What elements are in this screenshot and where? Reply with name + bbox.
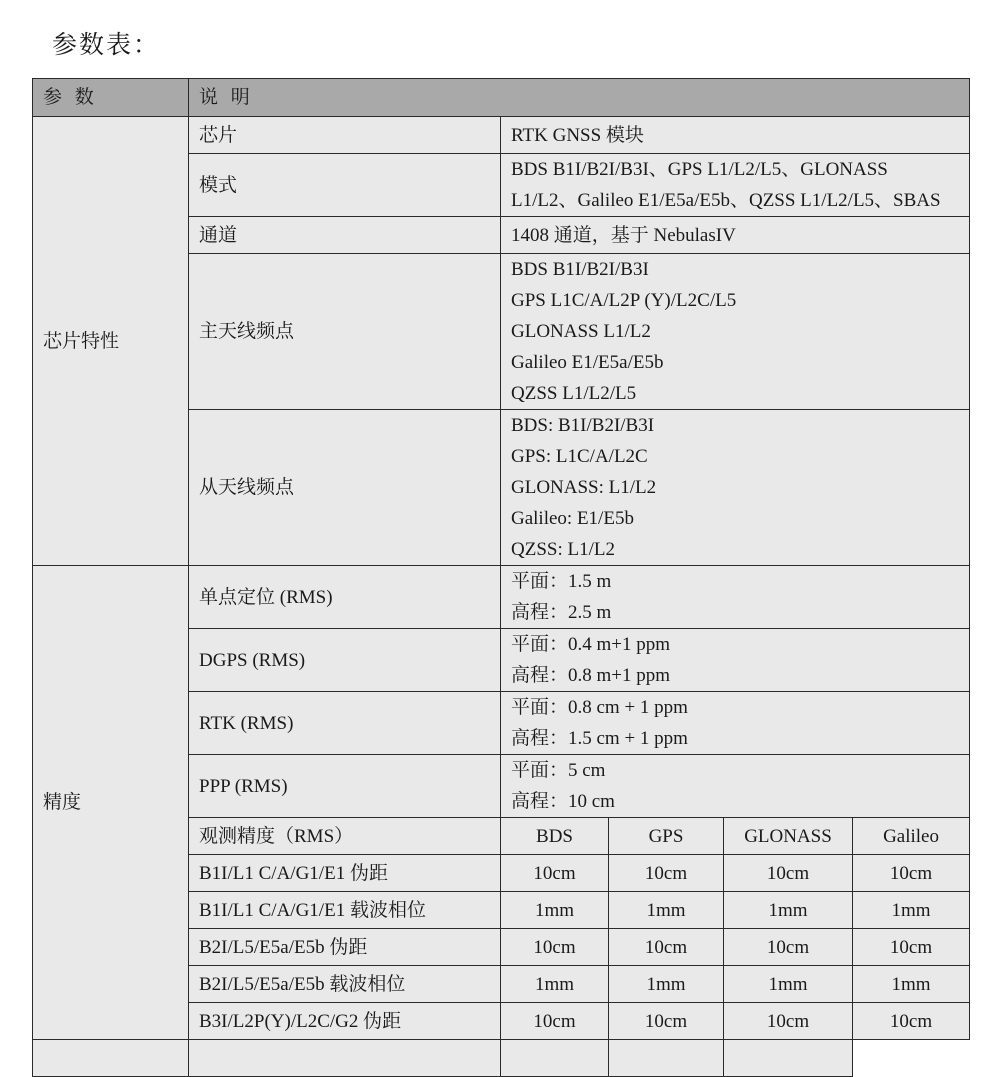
obs-cell: 10cm [609,929,724,966]
obs-cell: 10cm [501,929,609,966]
obs-row-label: B2I/L5/E5a/E5b 伪距 [189,929,501,966]
value-line: BDS B1I/B2I/B3I [511,259,649,280]
value-line: 高程：10 cm [511,791,615,812]
obs-cell: 1mm [609,892,724,929]
value-line: L1/L2、Galileo E1/E5a/E5b、QZSS L1/L2/L5、SBAS [511,190,941,211]
value-line: BDS: B1I/B2I/B3I [511,415,655,436]
row-label: 从天线频点 [189,410,501,566]
value-line: GLONASS L1/L2 [511,321,651,342]
value-line: 1408 通道，基于 NebulasIV [511,224,736,246]
obs-cell: 1mm [501,892,609,929]
obs-cell: 1mm [609,966,724,1003]
row-label: 模式 [189,154,501,217]
row-value [501,755,970,818]
obs-cell-empty [609,1040,724,1077]
obs-cell: 10cm [609,1003,724,1040]
obs-cell-empty [189,1040,501,1077]
header-param: 参 数 [33,79,189,117]
table-row [33,117,970,154]
obs-cell: 10cm [853,1003,970,1040]
row-label: PPP (RMS) [189,755,501,818]
obs-cell: 10cm [724,855,853,892]
value-line: 平面：0.4 m+1 ppm [511,634,671,655]
value-line: 平面：5 cm [511,760,606,781]
value-line: BDS B1I/B2I/B3I、GPS L1/L2/L5、GLONASS [511,159,888,180]
obs-cell: 1mm [724,892,853,929]
value-line: 平面：1.5 m [511,571,612,592]
row-value [501,154,970,217]
value-line: 高程：2.5 m [511,602,612,623]
obs-row-label: B1I/L1 C/A/G1/E1 伪距 [189,855,501,892]
obs-col-galileo: Galileo [853,818,970,855]
page-title: 参数表： [52,32,161,59]
obs-cell: 1mm [501,966,609,1003]
row-label-empty [33,1040,189,1077]
obs-row-label: B3I/L2P(Y)/L2C/G2 伪距 [189,1003,501,1040]
obs-row-label: B2I/L5/E5a/E5b 载波相位 [189,966,501,1003]
table-row [33,566,970,629]
obs-row-label: B1I/L1 C/A/G1/E1 载波相位 [189,892,501,929]
row-label: RTK (RMS) [189,692,501,755]
row-value [501,217,970,254]
obs-cell: 10cm [501,855,609,892]
value-line: Galileo E1/E5a/E5b [511,352,664,373]
table-row-partial [33,1040,970,1077]
category-chip: 芯片特性 [33,117,189,566]
parameter-table [32,78,970,1077]
row-label: 主天线频点 [189,254,501,410]
value-line: GPS L1C/A/L2P (Y)/L2C/L5 [511,290,737,311]
obs-cell: 1mm [853,966,970,1003]
obs-header-label: 观测精度（RMS） [189,818,501,855]
row-label: DGPS (RMS) [189,629,501,692]
obs-cell: 10cm [853,929,970,966]
value-line: QZSS: L1/L2 [511,539,615,560]
row-label: 通道 [189,217,501,254]
obs-cell: 10cm [724,929,853,966]
obs-cell-empty [724,1040,853,1077]
value-line: 平面：0.8 cm + 1 ppm [511,697,688,718]
obs-cell: 1mm [724,966,853,1003]
row-value [501,410,970,566]
obs-col-gps: GPS [609,818,724,855]
value-line: GPS: L1C/A/L2C [511,446,648,467]
value-line: Galileo: E1/E5b [511,508,634,529]
value-line: GLONASS: L1/L2 [511,477,657,498]
value-line: QZSS L1/L2/L5 [511,383,637,404]
row-value [501,629,970,692]
table-header-row [33,79,970,117]
row-value [501,566,970,629]
obs-cell: 10cm [724,1003,853,1040]
obs-cell: 10cm [501,1003,609,1040]
obs-cell-empty [501,1040,609,1077]
obs-col-glonass: GLONASS [724,818,853,855]
obs-cell: 10cm [609,855,724,892]
header-desc: 说 明 [189,79,970,117]
value-line: 高程：0.8 m+1 ppm [511,665,671,686]
obs-cell: 10cm [853,855,970,892]
value-line: RTK GNSS 模块 [511,124,644,146]
row-label: 单点定位 (RMS) [189,566,501,629]
row-value [501,254,970,410]
obs-col-bds: BDS [501,818,609,855]
category-precision: 精度 [33,566,189,1040]
row-value [501,692,970,755]
row-value [501,117,970,154]
value-line: 高程：1.5 cm + 1 ppm [511,728,688,749]
row-label: 芯片 [189,117,501,154]
obs-cell: 1mm [853,892,970,929]
